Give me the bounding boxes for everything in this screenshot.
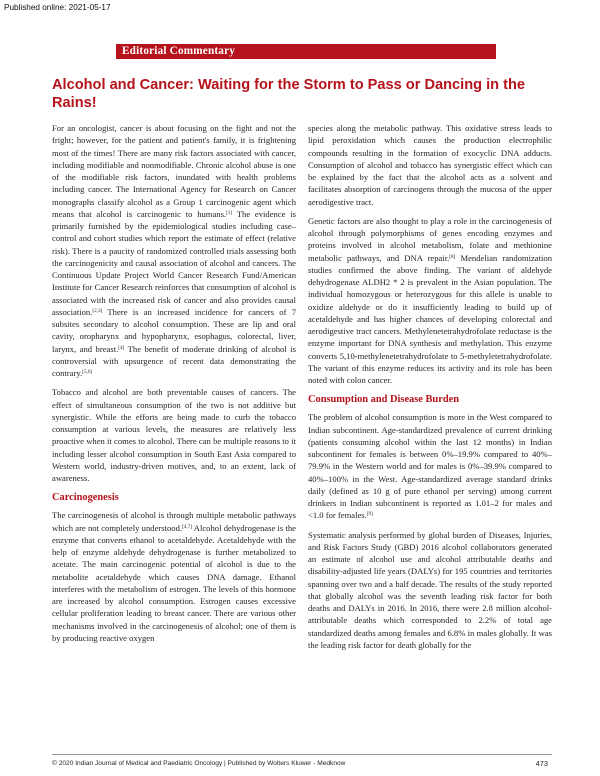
footer-divider [52, 754, 552, 755]
citation-ref[interactable]: [5,6] [82, 369, 93, 375]
published-date: Published online: 2021-05-17 [4, 3, 111, 12]
section-heading-carcinogenesis: Carcinogenesis [52, 492, 119, 504]
paragraph: Tobacco and alcohol are both preventable causes of cancers. The effect of simultaneous consumption of the two is not additive but synergistic. While the efforts are being made to curb the tobacco consumption at various levels, the measures are relatively less proactive when it comes to alcohol. There can be multiple reasons to it including lesser alcohol consumption in South East Asia compared to Western world, industry-driven motives, and, to an extent, lack of awareness. [52, 387, 296, 483]
paragraph: Systematic analysis performed by global burden of Diseases, Injuries, and Risk Factors Study (GBD) 2016 alcohol collaborators generated an estimate of alcohol use and alcohol attributable deaths and disability-adjusted life years (DALYs) for 195 countries and territories spanning over two and a half decade. The results of the study reported that globally alcohol was the seventh leading risk factor for both deaths and DALYs in 2016. In 2016, there were 2.8 million alcohol-attributable deaths which corresponded to 2.2% of total age standardized deaths among females and 6.8% in males globally. It was the leading risk factor for death globally for the [308, 529, 552, 650]
page-number: 473 [535, 759, 548, 768]
right-column [308, 122, 552, 658]
paragraph: Genetic factors are also thought to play a role in the carcinogenesis of alcohol through polymorphisms of genes encoding enzymes and proteins involved in alcohol metabolism, folate and methionine metabolic pathways, and DNA repair.[8] Mendelian randomization studies confirmed the above finding. The variant of aldehyde dehydrogenase ALDH2 * 2 is prevalent in the Asian population. The individual homozygous or heterozygous for this allele is unable to oxidize aldehyde or do it insufficiently leading to build up of acetaldehyde and has higher chances of developing colorectal and aerodigestive tract cancers. Methylenetetrahydrofolate reductase is the enzyme important for DNA synthesis and methylation. This enzyme converts 5,10-methylenetetrahydrofolate to 5-methyletetrahydrofolate. The variant of this enzyme reduces its activity and its role has been noted with colon cancer. [308, 215, 552, 385]
left-column [52, 122, 296, 651]
paragraph: species along the metabolic pathway. This oxidative stress leads to lipid peroxidation which causes the production electrophilic compounds resulting in the formation of exocyclic DNA adducts. Consumption of alcohol and tobacco has synergistic effect which can be explained by the fact that the alcohol acts as a solvent and facilitates absorption of carcinogens through the mucosa of the upper aerodigestive tract. [308, 123, 552, 207]
citation-ref[interactable]: [1] [226, 209, 233, 216]
footer-copyright: © 2020 Indian Journal of Medical and Paediatric Oncology | Published by Wolters Kluwer - Medknow [52, 760, 346, 767]
citation-ref[interactable]: [9] [366, 511, 373, 518]
paragraph: For an oncologist, cancer is about focusing on the fight and not the fright; however, for the patient and patient's family, it is frightening most of the times! There are many risk factors associated with cancer, including modifiable and nonmodifiable. Chronic alcohol abuse is one of the modifiable risk factors, inundated with health problems including cancer. The International Agency for Research on Cancer monographs classify alcohol as a Group 1 carcinogenic agent which means that alcohol is carcinogenic to humans.[1] The evidence is primarily furnished by the epidemiological studies including case–control and cohort studies which report the estimate of effect (relative risk). There is a paucity of randomized controlled trials assessing both the carcinogenicity and causal association of alcohol and cancers. The Continuous Update Project World Cancer Research Fund/American Institute for Cancer Research reinforces that consumption of alcohol is associated with the increased risk of cancer and also provides causal association.[2,3] There is an increased incidence for cancers of 7 subsites secondary to alcohol consumption. These are lip and oral cavity, oropharynx and hypopharynx, esophagus, colorectal, liver, larynx, and breast.[4] The benefit of moderate drinking of alcohol is controversial with upsurgence of recent data demonstrating the contrary.[5,6] [52, 123, 296, 378]
paragraph: The carcinogenesis of alcohol is through multiple metabolic pathways which are not completely understood.[4,7] Alcohol dehydrogenase is the enzyme that converts ethanol to acetaldehyde. Acetaldehyde with the help of enzyme aldehyde dehydrogenase is further metabolized to acetate. The main carcinogenic potential of alcohol is due to the metabolite acetaldehyde which causes DNA damage. Ethanol interferes with the metabolism of estrogen. The levels of this hormone are increased by alcohol consumption. Estrogen causes excessive cellular proliferation leading to breast cancer. There are various other mechanisms involved in the carcinogenesis of alcohol; one of them is by producing reactive oxygen [52, 510, 296, 643]
section-banner [116, 44, 496, 59]
citation-ref[interactable]: [2,3] [92, 307, 103, 314]
section-heading-consumption: Consumption and Disease Burden [308, 394, 459, 406]
citation-ref[interactable]: [4,7] [182, 523, 192, 530]
paragraph: The problem of alcohol consumption is more in the West compared to Indian subcontinent. Age-standardized prevalence of current drinking (patients consuming alcohol within the last 12 months) in Indian subcontinent for females is between 0%–19.9% compared to 40%–79.9% in the Western world and for males is 0%–39.9% compared to 40%–100% in the West. Age-standardized average standard drinks daily (defined as 10 g of pure ethanol per serving) among current drinkers in Indian subcontinent is reported as 1.01–2 for males and <1.0 for females.[9] [308, 412, 552, 521]
article-title: Alcohol and Cancer: Waiting for the Storm to Pass or Dancing in the Rains! [52, 77, 525, 111]
citation-ref[interactable]: [8] [449, 253, 456, 260]
section-label: Editorial Commentary [122, 45, 236, 57]
citation-ref[interactable]: [4] [118, 344, 125, 351]
